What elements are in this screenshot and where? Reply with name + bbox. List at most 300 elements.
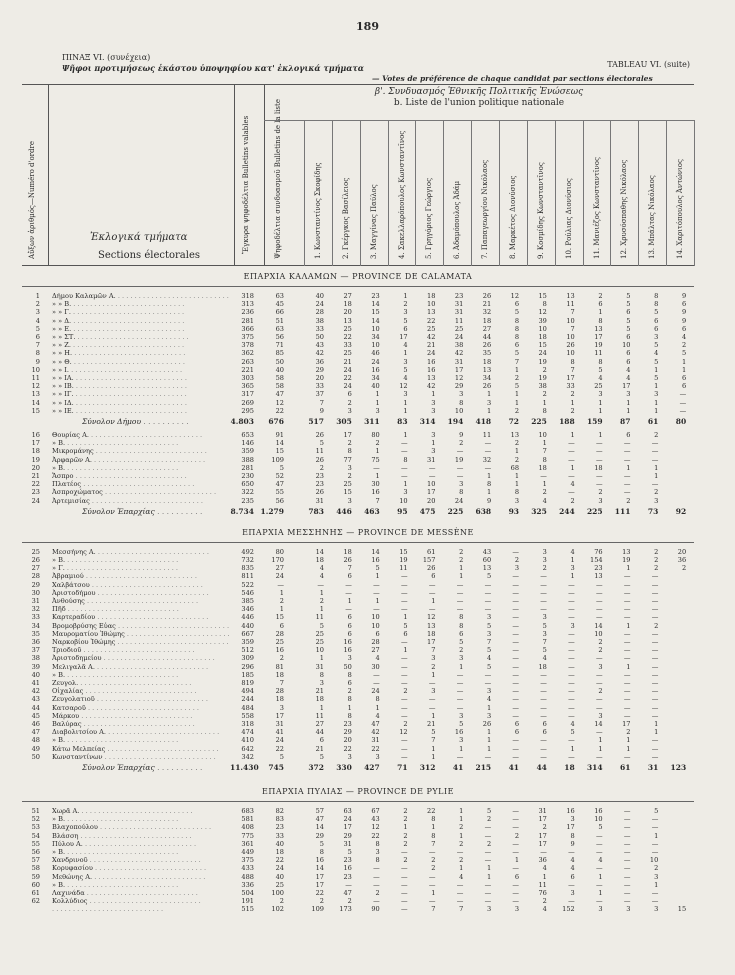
row-value: 449 (241, 848, 254, 856)
row-value: 60 (482, 555, 492, 564)
row-value: 1 (626, 621, 631, 630)
row-value: 1 (514, 398, 520, 407)
row-value: — (400, 605, 408, 614)
row-value: 42 (371, 728, 380, 737)
row-value: 21 (482, 300, 492, 309)
row-value: — (428, 880, 436, 889)
row-value: 13 (594, 324, 603, 333)
row-value: 1 (542, 398, 547, 407)
row-value: 6 (514, 719, 520, 728)
row-number: 31 (31, 596, 40, 605)
row-value: 24 (371, 357, 380, 366)
row-section-name: » » Η. . . . (52, 349, 232, 358)
header-right-line2: — Votes de préférence de chaque candidat par sections électorales (372, 74, 653, 83)
row-value: 10 (371, 341, 380, 350)
row-value: 1 (570, 398, 575, 407)
row-value: 63 (275, 324, 284, 333)
row-value: 1 (598, 744, 603, 753)
row-value: 20 (343, 308, 352, 317)
row-number: 30 (31, 588, 40, 597)
province-section (22, 524, 694, 772)
row-value: 13 (594, 572, 603, 581)
row-number: 34 (31, 621, 40, 630)
candidate-name: 6. Ἀδαμόπουλος Ἀδάμ (453, 180, 462, 259)
row-value: 50 (315, 333, 324, 341)
row-value: 5 (514, 382, 520, 391)
row-value: 8 (459, 398, 464, 407)
row-value: 1 (626, 736, 631, 745)
row-value: 1 (598, 872, 603, 881)
row-value: 269 (241, 398, 254, 407)
row-value: 244 (559, 506, 575, 516)
row-section-name: Βαλύρας . . . (52, 720, 232, 729)
row-value: — (484, 831, 492, 840)
row-value: 37 (315, 390, 324, 399)
row-value: 732 (241, 555, 254, 564)
row-value: 22 (371, 744, 380, 753)
row-value: 5 (654, 341, 659, 350)
row-value: 484 (241, 703, 254, 712)
row-value: 653 (241, 431, 254, 439)
row-value: 188 (559, 417, 575, 426)
row-number: 26 (31, 555, 40, 564)
row-value: — (400, 864, 408, 873)
row-value: — (623, 629, 631, 638)
row-value: 1 (279, 588, 284, 597)
row-value: — (400, 637, 408, 646)
row-value: — (484, 823, 492, 832)
province-title-fr: PROVINCE DE PYLIE (357, 787, 454, 796)
row-value: 317 (241, 390, 254, 399)
column-sections-gr: Ἐκλογικά τμήματα (90, 232, 188, 243)
row-value: 5 (626, 300, 631, 309)
row-value: — (623, 711, 631, 720)
row-number: 45 (31, 711, 40, 720)
row-value: 1 (403, 480, 408, 489)
row-section-name (52, 905, 232, 914)
province-title: ΕΠΑΡΧΙΑ ΚΑΛΑΜΩΝ — PROVINCE DE CALAMATA (243, 272, 473, 281)
row-number: 48 (31, 736, 40, 745)
row-value: — (512, 596, 520, 605)
row-value: 29 (315, 831, 324, 840)
row-value: 11.430 (230, 762, 259, 772)
row-value: 8 (542, 300, 547, 309)
row-value: 318 (241, 292, 254, 300)
row-number: 8 (35, 349, 40, 358)
row-value: 3 (598, 390, 603, 399)
row-value: 366 (241, 324, 254, 333)
row-value: 71 (397, 762, 408, 772)
row-number: 3 (35, 308, 40, 317)
row-value: 5 (654, 374, 659, 382)
row-value: — (651, 736, 659, 745)
row-value: 8.734 (230, 506, 254, 516)
row-value: — (512, 670, 520, 679)
row-value: — (651, 839, 659, 848)
list-header (264, 84, 694, 123)
row-value: — (596, 588, 603, 597)
row-value: 31 (315, 662, 324, 671)
row-value: 2 (279, 596, 284, 605)
row-value: 31 (454, 357, 464, 366)
row-number: 54 (31, 831, 40, 840)
row-value: 4 (542, 496, 547, 505)
row-value: 4 (375, 711, 380, 720)
row-value: 2 (654, 431, 659, 439)
row-value: 215 (475, 762, 492, 772)
row-value: — (428, 678, 436, 687)
row-value: 1 (431, 744, 436, 753)
row-value: — (568, 703, 575, 712)
row-value: 31 (647, 762, 659, 772)
row-value: 1 (375, 572, 380, 581)
row-value: — (651, 646, 659, 655)
row-value: 2 (486, 839, 492, 848)
row-value: — (596, 670, 603, 679)
row-value: — (596, 728, 603, 737)
row-value: 2 (459, 823, 464, 832)
row-value: — (484, 889, 492, 897)
row-value: — (596, 864, 603, 873)
row-value: 8 (375, 695, 380, 704)
row-value: — (568, 752, 575, 761)
row-value: 26 (482, 719, 492, 728)
row-value: — (373, 670, 380, 679)
row-value: — (651, 752, 659, 761)
row-value: 16 (343, 646, 352, 655)
row-value: — (623, 889, 631, 897)
row-value: 7 (431, 646, 436, 655)
row-value: 6 (514, 300, 520, 309)
province-title: ΕΠΑΡΧΙΑ ΜΕΣΣΗΝΗΣ — PROVINCE DE MESSÈNE (242, 527, 474, 537)
row-value: 313 (241, 300, 254, 309)
row-value: 26 (482, 341, 492, 350)
row-value: 9 (681, 308, 687, 317)
row-value: — (568, 662, 575, 671)
row-value: 359 (241, 447, 254, 456)
row-value: 1 (486, 736, 492, 745)
row-section-name: Σύνολον Ἐπαρχίας . . . (82, 507, 262, 516)
row-value: 378 (241, 341, 254, 350)
row-value: 2 (347, 472, 352, 480)
row-value: 365 (241, 382, 254, 391)
province-title-fr: PROVINCE DE MESSÈNE (357, 527, 474, 537)
row-value: 22 (371, 831, 380, 840)
row-value: 330 (336, 762, 352, 772)
row-value: 1 (375, 596, 380, 605)
row-section-name: » Β. . . . (52, 671, 232, 680)
row-value: — (540, 687, 547, 696)
province-title-gr: ΕΠΑΡΧΙΑ ΜΕΣΣΗΝΗΣ (242, 527, 344, 537)
row-value: 14 (594, 719, 603, 728)
row-value: 1 (403, 431, 408, 439)
candidate-name: 13. Μπάλτας Νικόλαος (648, 175, 657, 259)
row-section-name: » » Ε. . . . (52, 325, 232, 334)
row-value: 23 (315, 472, 324, 480)
row-value: 11 (454, 316, 464, 325)
row-section-name: Μικρομάνης . . . (52, 447, 232, 456)
row-value: 92 (675, 506, 687, 516)
row-value: 26 (482, 382, 492, 391)
row-section-name: » » Δ. . . . (52, 317, 232, 326)
row-value: 73 (647, 506, 659, 516)
row-value: 25 (343, 349, 352, 358)
row-value: 1 (459, 572, 464, 581)
row-value: 1 (459, 864, 464, 873)
row-value: 3 (347, 654, 352, 663)
row-value: — (596, 455, 603, 464)
row-value: 1 (570, 431, 575, 439)
row-value: 2 (598, 637, 603, 646)
row-value: 2 (431, 856, 436, 865)
row-value: 17 (594, 333, 603, 341)
row-value: 1 (598, 308, 603, 317)
row-value: — (623, 695, 631, 704)
row-value: 25 (275, 637, 284, 646)
row-value: 2 (654, 555, 659, 564)
row-value: 6 (542, 728, 547, 737)
row-value: 4 (486, 654, 492, 663)
row-value: — (568, 678, 575, 687)
province-title-gr: ΕΠΑΡΧΙΑ ΠΥΛΙΑΣ (262, 787, 343, 796)
row-value: 25 (315, 629, 324, 638)
row-value: 5 (486, 807, 492, 815)
row-value: 433 (241, 864, 254, 873)
row-value: 4 (626, 374, 631, 382)
row-section-name: » Γ. . . . (52, 564, 232, 573)
row-value: 3 (598, 662, 603, 671)
row-value: 22 (343, 374, 352, 382)
row-value: 8 (347, 447, 352, 456)
row-number: 46 (31, 719, 40, 728)
row-value: — (623, 646, 631, 655)
row-value: — (540, 472, 547, 480)
row-value: 28 (371, 637, 380, 646)
row-value: 18 (594, 463, 603, 472)
row-value: 2 (626, 728, 631, 737)
row-value: 13 (427, 621, 436, 630)
row-value: 230 (241, 472, 254, 480)
row-value: 7 (570, 365, 575, 374)
row-value: 1 (654, 719, 659, 728)
row-value: 3 (654, 333, 659, 341)
row-value: — (651, 897, 659, 906)
row-value: 8 (319, 670, 324, 679)
row-value: — (512, 807, 520, 815)
row-value: 6 (681, 382, 687, 391)
row-value: 2 (570, 406, 575, 415)
row-value: — (540, 711, 547, 720)
row-number: 33 (31, 613, 40, 622)
row-value: — (651, 823, 659, 832)
row-value: 31 (454, 308, 464, 317)
row-value: 41 (508, 762, 520, 772)
row-value: 26 (315, 488, 324, 497)
row-value: 5 (486, 621, 492, 630)
row-value: 1.279 (260, 506, 284, 516)
row-value: 42 (427, 333, 436, 341)
row-value: — (623, 488, 631, 497)
row-value: 2 (403, 831, 408, 840)
row-value: 3 (375, 752, 380, 761)
row-section-name: Ζευγολ. . . . (52, 679, 232, 688)
row-value: 12 (427, 613, 436, 622)
table-row (22, 905, 694, 914)
row-value: 3 (431, 406, 436, 415)
row-value: 71 (275, 341, 284, 350)
row-section-name: Μαυροματίου Ἰθώμης . . . (52, 630, 232, 639)
row-value: — (512, 662, 520, 671)
row-value: 173 (339, 905, 352, 914)
row-value: 1 (431, 823, 436, 832)
row-value: 87 (620, 417, 631, 426)
row-value: 12 (454, 374, 464, 382)
row-value: 16 (275, 646, 284, 655)
row-value: 80 (275, 547, 284, 556)
column-number-label: Αὔξων ἀριθμός—Numéro d'ordre (28, 141, 36, 259)
row-value: 3 (431, 431, 436, 439)
row-value: 11 (538, 880, 547, 889)
row-section-name: » » ΙΔ. . . . (52, 399, 232, 408)
row-value: 6 (375, 629, 380, 638)
row-value: — (596, 447, 603, 456)
row-value: — (400, 472, 408, 480)
row-value: 303 (241, 374, 254, 382)
row-value: — (679, 398, 687, 407)
row-value: 1 (375, 472, 380, 480)
row-value: 4 (570, 864, 575, 873)
row-value: 9 (681, 292, 687, 300)
row-value: 8 (486, 480, 492, 489)
row-value: 3 (459, 711, 464, 720)
row-value: 14 (371, 316, 380, 325)
row-number: 17 (31, 439, 40, 448)
row-value: 5 (459, 719, 464, 728)
row-value: 1 (598, 398, 603, 407)
row-value: 10 (566, 316, 575, 325)
row-section-name: Πῆδ . . . (52, 605, 232, 614)
row-value: 2 (542, 564, 547, 573)
row-value: 7 (514, 357, 520, 366)
row-number: 47 (31, 728, 40, 737)
row-value: 7 (347, 564, 352, 573)
row-section-name: Σύνολον Δήμου . . . (82, 417, 262, 426)
row-value: 2 (654, 564, 659, 573)
candidate-column (415, 120, 444, 266)
row-value: — (456, 463, 464, 472)
row-value: 359 (241, 637, 254, 646)
row-value: 40 (275, 365, 284, 374)
row-value: — (596, 654, 603, 663)
row-value: 50 (275, 357, 284, 366)
row-value: 11 (566, 300, 575, 309)
row-value: 1 (403, 646, 408, 655)
row-value: — (623, 703, 631, 712)
row-value: 18 (315, 695, 324, 704)
row-value: 2 (347, 687, 352, 696)
row-value: — (623, 678, 631, 687)
row-value: — (623, 823, 631, 832)
row-value: 2 (514, 374, 520, 382)
row-value: — (428, 588, 436, 597)
row-value: 2 (542, 823, 547, 832)
row-value: 17 (454, 365, 464, 374)
row-value: — (568, 439, 575, 448)
row-value: — (484, 605, 492, 614)
row-value: — (651, 815, 659, 824)
row-value: 8 (654, 292, 659, 300)
row-section-name: Χαλβάτσου . . . (52, 581, 232, 590)
row-value: 18 (538, 463, 547, 472)
row-value: 2 (459, 439, 464, 448)
row-value: 8 (403, 455, 408, 464)
row-value: 1 (486, 703, 492, 712)
row-value: 427 (364, 762, 380, 772)
row-value: 3 (626, 390, 631, 399)
row-value: 5 (542, 621, 547, 630)
candidate-name: 14. Χαριτόπουλος Ἀντώνιος (676, 159, 685, 259)
candidate-column (583, 120, 612, 266)
row-value: 31 (427, 455, 436, 464)
row-value: 3 (459, 654, 464, 663)
row-value: 26 (315, 431, 324, 439)
row-value: 342 (241, 752, 254, 761)
row-value: — (651, 613, 659, 622)
row-value: 22 (343, 744, 352, 753)
row-value: — (540, 736, 547, 745)
row-value: 3 (542, 629, 547, 638)
row-value: — (651, 711, 659, 720)
row-value: 2 (347, 897, 352, 906)
row-value: — (568, 880, 575, 889)
table-row (22, 753, 694, 762)
row-value: 14 (275, 439, 284, 448)
row-value: 225 (447, 506, 464, 516)
row-value: 35 (482, 349, 492, 358)
row-value: 17 (538, 831, 547, 840)
row-value: 6 (654, 316, 659, 325)
row-value: 44 (482, 333, 492, 341)
row-value: 2 (347, 398, 352, 407)
row-value: — (345, 605, 352, 614)
row-value: 185 (241, 670, 254, 679)
row-value: 2 (459, 856, 464, 865)
row-number: 60 (31, 880, 40, 889)
row-value: 3 (570, 621, 575, 630)
row-value: 38 (454, 341, 464, 350)
row-value: 2 (514, 831, 520, 840)
row-value: — (512, 621, 520, 630)
section-rule (22, 801, 694, 802)
row-value: 1 (598, 406, 603, 415)
row-value: — (512, 864, 520, 873)
row-section-name: Βλάσση . . . (52, 832, 232, 841)
row-value: 10 (538, 324, 547, 333)
row-value: 22 (275, 406, 284, 415)
row-value: 7 (570, 324, 575, 333)
header-left-line2: Ψῆφοι προτιμήσεως ἑκάστου ὑποψηφίου κατ' ἐκλογικά τμήματα (62, 63, 364, 73)
row-value: 23 (343, 719, 352, 728)
row-value: 22 (427, 316, 436, 325)
row-value: 10 (594, 815, 603, 824)
row-value: 8 (542, 455, 547, 464)
row-value: — (456, 695, 464, 704)
row-value: 32 (482, 308, 492, 317)
row-value: 61 (427, 547, 436, 556)
row-value: 7 (486, 637, 492, 646)
row-value: 77 (343, 455, 352, 464)
row-value: 31 (454, 300, 464, 309)
